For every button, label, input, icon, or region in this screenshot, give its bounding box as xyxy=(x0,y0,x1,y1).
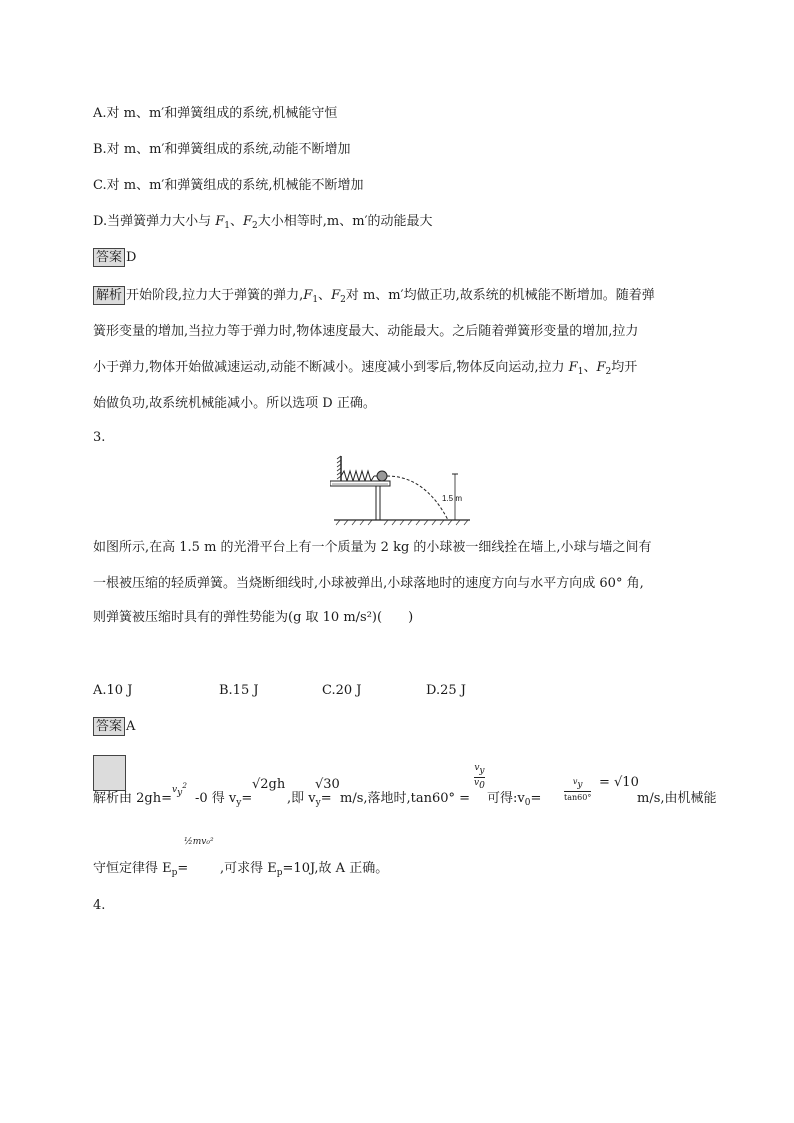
analysis-q3-line1: 解析由 2gh= xyxy=(93,791,173,806)
answer-label: 答案 xyxy=(93,717,125,736)
q3-number: 3. xyxy=(93,430,106,445)
option-a: A.对 m、m′和弹簧组成的系统,机械能守恒 xyxy=(93,106,338,121)
analysis-q3-t4: m/s,落地时,tan60° = xyxy=(340,791,471,806)
spring-platform-figure xyxy=(330,454,480,526)
energy-expression: ½mv₀² xyxy=(184,837,214,847)
option-d: D.当弹簧弹力大小与 $F_1$、$F_2$大小相等时,m、m′的动能最大 xyxy=(93,214,433,231)
q4-number: 4. xyxy=(93,898,106,913)
q3-stem-line2: 一根被压缩的轻质弹簧。当烧断细线时,小球被弹出,小球落地时的速度方向与水平方向成 60° 角, xyxy=(93,576,644,591)
analysis-q3-line2: 守恒定律得 $E_p=$ xyxy=(93,861,189,878)
analysis-q3-t3: ,即 $v_y=$ xyxy=(287,791,332,808)
sqrt-10: = √10 xyxy=(599,775,639,790)
analysis-q3-t6: m/s,由机械能 xyxy=(637,791,717,806)
analysis-q3-label-box xyxy=(93,755,126,791)
sqrt-2gh: √2gh xyxy=(252,777,286,792)
analysis-q2-line3: 小于弹力,物体开始做减速运动,动能不断减小。速度减小到零后,物体反向运动,拉力 $F_1$、$F_2$均开 xyxy=(93,360,638,377)
answer-q3 xyxy=(93,717,135,737)
height-label: 1.5 m xyxy=(442,494,463,503)
option-b: B.对 m、m′和弹簧组成的系统,动能不断增加 xyxy=(93,142,351,157)
answer-label: 答案 xyxy=(93,248,125,267)
q3-stem-line3: 则弹簧被压缩时具有的弹性势能为(g 取 10 m/s²)( ) xyxy=(93,610,414,625)
q3-option-b: B.15 J xyxy=(219,683,259,698)
analysis-q2-line4: 始做负功,故系统机械能减小。所以选项 D 正确。 xyxy=(93,396,376,411)
analysis-label: 解析 xyxy=(93,286,125,305)
analysis-q2-line2: 簧形变量的增加,当拉力等于弹力时,物体速度最大、动能最大。之后随着弹簧形变量的增加,拉力 xyxy=(93,324,639,339)
analysis-q3-line2b: ,可求得 $E_p=10J$,故 A 正确。 xyxy=(220,861,389,878)
q3-option-c: C.20 J xyxy=(322,683,362,698)
q3-option-a: A.10 J xyxy=(93,683,133,698)
option-c: C.对 m、m′和弹簧组成的系统,机械能不断增加 xyxy=(93,178,364,193)
analysis-q3-t5: 可得$:v_0=$ xyxy=(487,791,542,808)
frac-vy-over-tan60: $\frac{vy}{\tan 60^\circ}$ xyxy=(564,777,592,802)
frac-vy2: $vy^2$ xyxy=(172,781,187,798)
q3-option-d: D.25 J xyxy=(426,683,466,698)
sqrt-30: √30 xyxy=(315,777,340,792)
analysis-q3-t2: -0 得 $v_y=$ xyxy=(195,791,253,808)
answer-value: D xyxy=(126,250,137,265)
analysis-q2-line1: 解析 开始阶段,拉力大于弹簧的弹力$,F_1$、$F_2$对 m、m′均做正功,故系统的机械能不断增加。随着弹 xyxy=(93,286,655,310)
q3-stem-line1: 如图所示,在高 1.5 m 的光滑平台上有一个质量为 2 kg 的小球被一细线拴在墙上,小球与墙之间有 xyxy=(93,540,652,555)
answer-value: A xyxy=(126,719,136,734)
answer-q2 xyxy=(93,248,136,268)
frac-vy-over-v0: $\frac{vy}{v0}$ xyxy=(474,763,485,791)
